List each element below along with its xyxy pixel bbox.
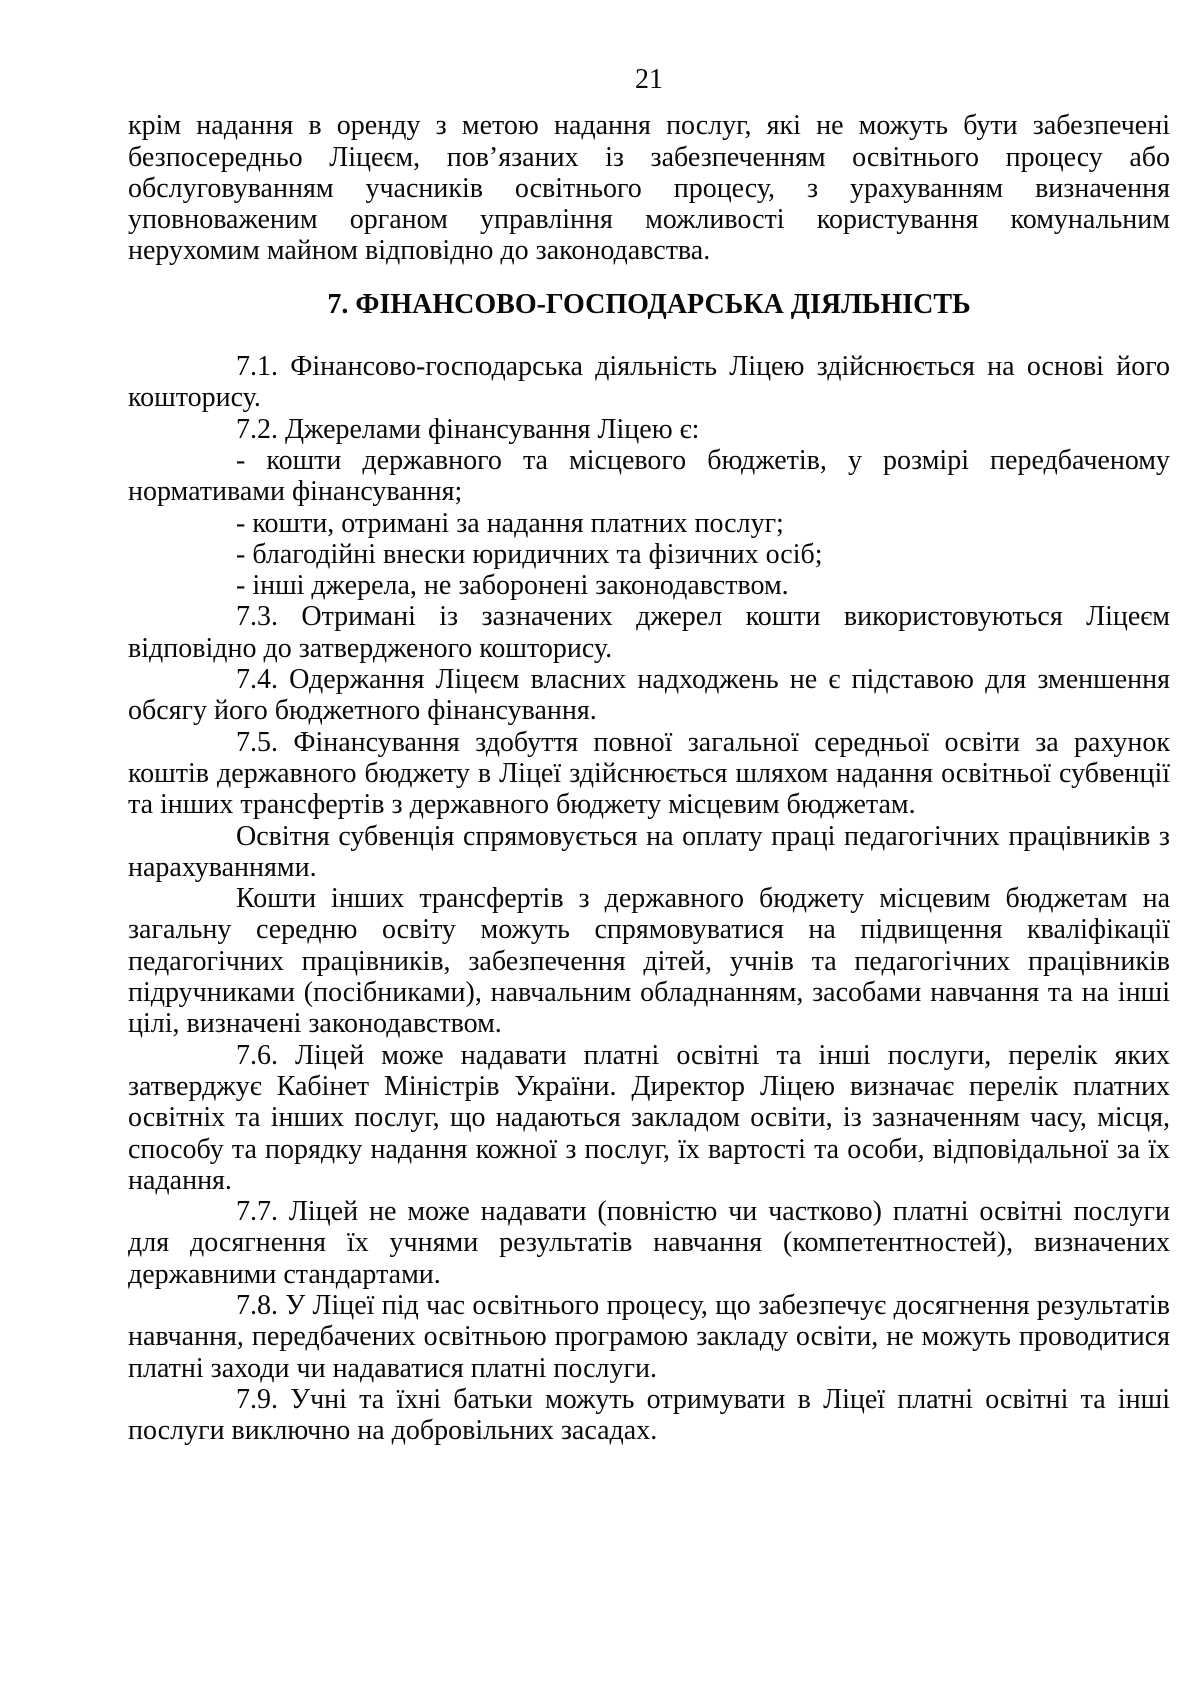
section-body	[128, 351, 1170, 1446]
paragraph: 7.4. Одержання Ліцеєм власних надходжень не є підставою для зменшення обсягу його бюджетного фінансування.	[128, 664, 1170, 727]
paragraph: 7.8. У Ліцеї під час освітнього процесу, що забезпечує досягнення результатів навчання, передбачених освітньою програмою закладу освіти, не можуть проводитися платні заходи чи надаватися платні послуги.	[128, 1289, 1170, 1384]
paragraph: 7.6. Ліцей може надавати платні освітні та інші послуги, перелік яких затверджує Кабінет Міністрів України. Директор Ліцею визначає перелік платних освітніх та інших послуг, що надаються закладом освіти, із зазначенням часу, місця, способу та порядку надання кожної з послуг, їх вартості та особи, відповідальної за їх надання.	[128, 1039, 1170, 1196]
paragraph: - кошти державного та місцевого бюджетів, у розмірі передбаченому нормативами фінансування;	[128, 444, 1170, 508]
continuation-paragraph: крім надання в оренду з метою надання послуг, які не можуть бути забезпечені безпосередньо Ліцеєм, пов’язаних із забезпеченням освітнього процесу або обслуговуванням учасників освітнього процесу, з урахуванням визначення уповноваженим органом управління можливості користування комунальним нерухомим майном відповідно до законодавства.	[128, 110, 1170, 267]
paragraph: 7.2. Джерелами фінансування Ліцею є:	[236, 413, 700, 445]
paragraph: 7.9. Учні та їхні батьки можуть отримувати в Ліцеї платні освітні та інші послуги виключно на добровільних засадах.	[128, 1383, 1170, 1447]
paragraph: 7.7. Ліцей не може надавати (повністю чи частково) платні освітні послуги для досягнення їх учнями результатів навчання (компетентностей), визначених державними стандартами.	[128, 1196, 1170, 1290]
section-heading: 7. ФІНАНСОВО-ГОСПОДАРСЬКА ДІЯЛЬНІСТЬ	[327, 288, 971, 320]
paragraph: Освітня субвенція спрямовується на оплату праці педагогічних працівників з нарахуваннями.	[128, 820, 1170, 883]
page-number: 21	[635, 64, 663, 95]
paragraph: Кошти інших трансфертів з державного бюджету місцевим бюджетам на загальну середню освіту можуть спрямовуватися на підвищення кваліфікації педагогічних працівників, забезпечення дітей, учнів та педагогічних працівників підручниками (посібниками), навчальним обладнанням, засобами навчання та на інші цілі, визначені законодавством.	[128, 883, 1170, 1040]
paragraph: - інші джерела, не заборонені законодавством.	[236, 570, 789, 602]
paragraph: 7.3. Отримані із зазначених джерел кошти використовуються Ліцеєм відповідно до затвердженого кошторису.	[128, 601, 1170, 664]
paragraph: - благодійні внески юридичних та фізичних осіб;	[236, 538, 823, 570]
paragraph: - кошти, отримані за надання платних послуг;	[236, 507, 784, 539]
paragraph: 7.5. Фінансування здобуття повної загальної середньої освіти за рахунок коштів державного бюджету в Ліцеї здійснюється шляхом надання освітньої субвенції та інших трансфертів з державного бюджету місцевим бюджетам.	[128, 726, 1170, 821]
paragraph: 7.1. Фінансово-господарська діяльність Ліцею здійснюється на основі його кошторису.	[128, 351, 1170, 414]
